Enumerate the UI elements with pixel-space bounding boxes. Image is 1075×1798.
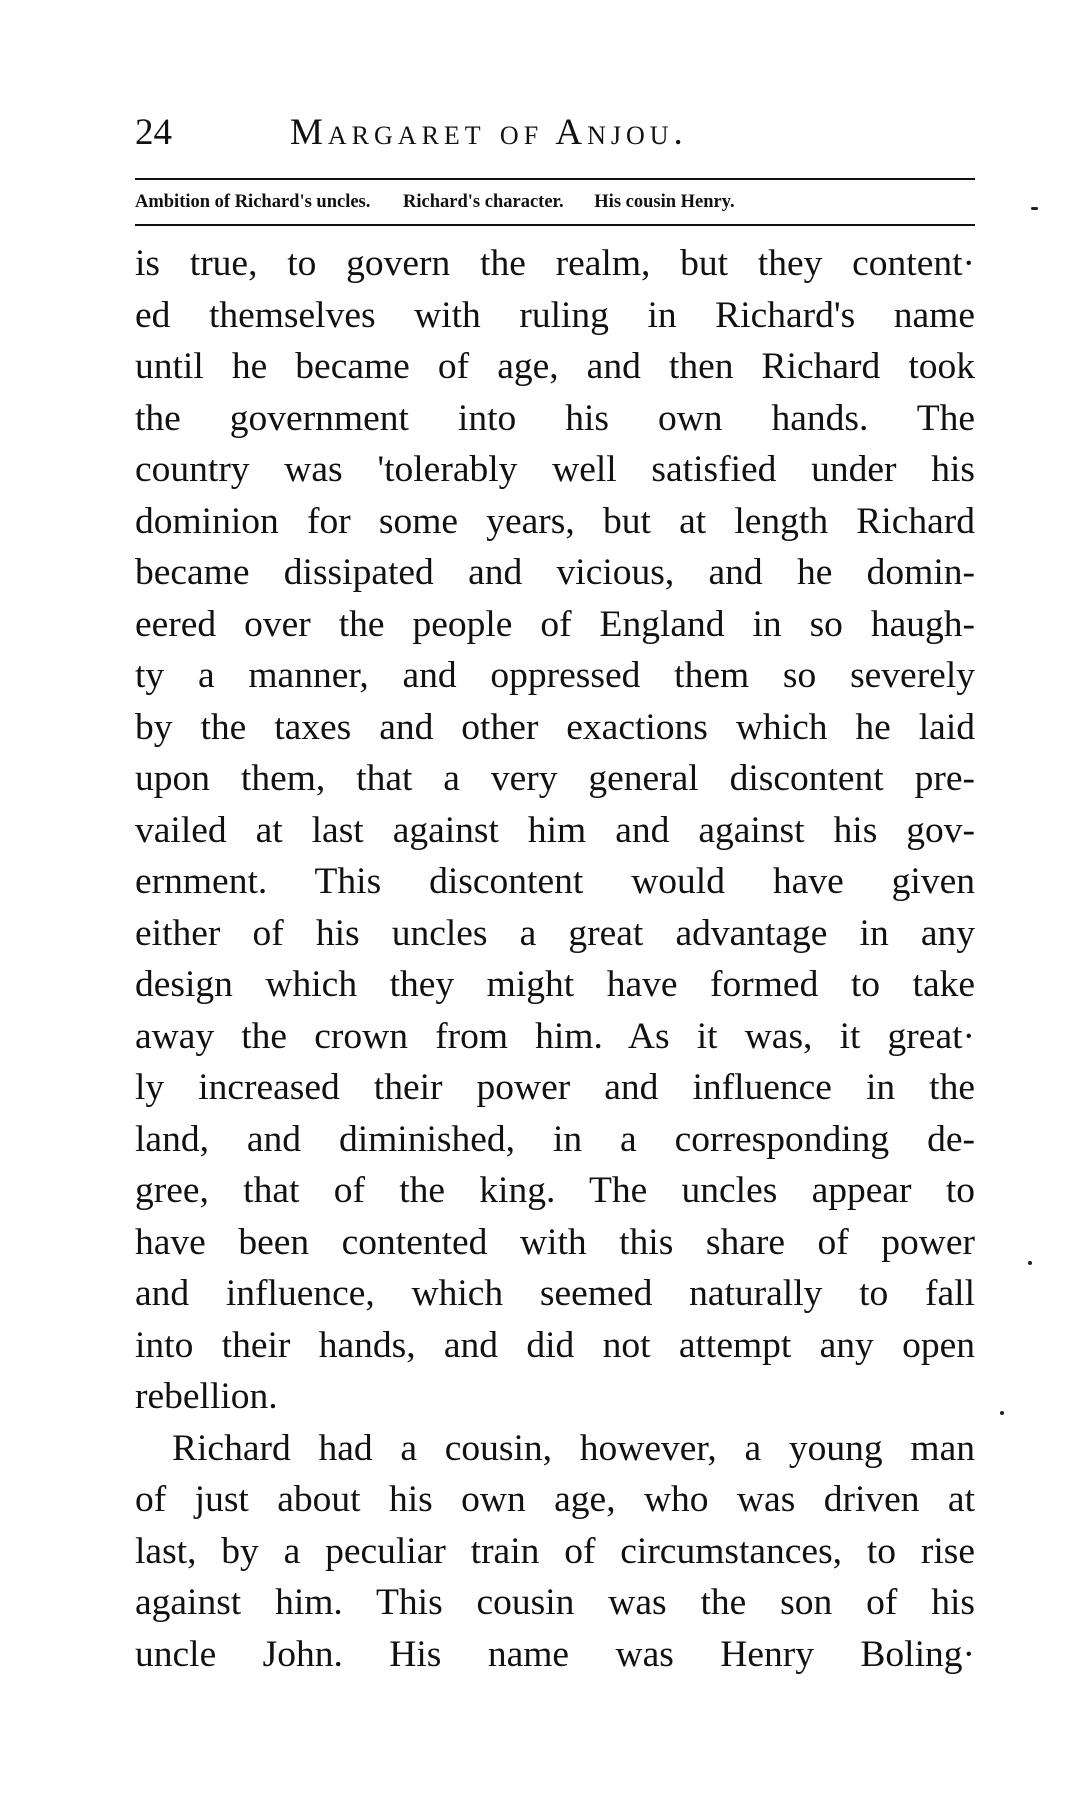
text-line: the government into his own hands. The <box>135 397 975 439</box>
text-line: last, by a peculiar train of circumstances, to rise <box>135 1530 975 1572</box>
book-title: Margaret of Anjou. <box>290 112 688 153</box>
header-rule-top <box>135 178 975 180</box>
subject-heading-cousin: His cousin Henry. <box>594 192 735 212</box>
text-line: is true, to govern the realm, but they content· <box>135 243 975 284</box>
body-text <box>135 238 975 1680</box>
text-line: by the taxes and other exactions which he laid <box>135 706 975 748</box>
text-line: away the crown from him. As it was, it great· <box>135 1015 975 1057</box>
text-line: and influence, which seemed naturally to fall <box>135 1273 975 1314</box>
text-line: ly increased their power and influence in the <box>135 1067 975 1108</box>
text-line: vailed at last against him and against his gov- <box>135 809 975 851</box>
subject-heading-uncles: Ambition of Richard's uncles. <box>135 192 371 212</box>
subject-heading-character: Richard's character. <box>403 192 564 212</box>
text-line: ty a manner, and oppressed them so severely <box>135 655 975 696</box>
text-line: until he became of age, and then Richard took <box>135 346 975 387</box>
running-head <box>135 108 975 158</box>
header-rule-bottom <box>135 224 975 226</box>
text-line: land, and diminished, in a corresponding de- <box>135 1118 975 1160</box>
text-line: of just about his own age, who was driven at <box>135 1479 975 1520</box>
text-line: became dissipated and vicious, and he domin- <box>135 552 975 593</box>
text-line: either of his uncles a great advantage in any <box>135 912 975 954</box>
subject-headings <box>135 182 975 222</box>
text-line: eered over the people of England in so haugh- <box>135 603 975 645</box>
scan-speck <box>1028 1261 1032 1265</box>
text-line: ed themselves with ruling in Richard's name <box>135 294 975 336</box>
scan-speck <box>1031 207 1038 210</box>
text-line: uncle John. His name was Henry Boling· <box>135 1633 975 1675</box>
paragraph-start-line: Richard had a cousin, however, a young man <box>172 1427 975 1469</box>
paragraph-end-line: rebellion. <box>135 1376 278 1417</box>
text-line: into their hands, and did not attempt any open <box>135 1324 975 1366</box>
text-line: against him. This cousin was the son of his <box>135 1582 975 1623</box>
page-number: 24 <box>135 112 172 153</box>
text-line: dominion for some years, but at length Richard <box>135 500 975 542</box>
text-line: have been contented with this share of power <box>135 1221 975 1263</box>
text-line: gree, that of the king. The uncles appear to <box>135 1170 975 1211</box>
text-line: design which they might have formed to take <box>135 964 975 1005</box>
scan-speck <box>1000 1411 1004 1415</box>
text-line: upon them, that a very general discontent pre- <box>135 758 975 799</box>
text-line: ernment. This discontent would have given <box>135 861 975 902</box>
text-line: country was 'tolerably well satisfied under his <box>135 449 975 490</box>
